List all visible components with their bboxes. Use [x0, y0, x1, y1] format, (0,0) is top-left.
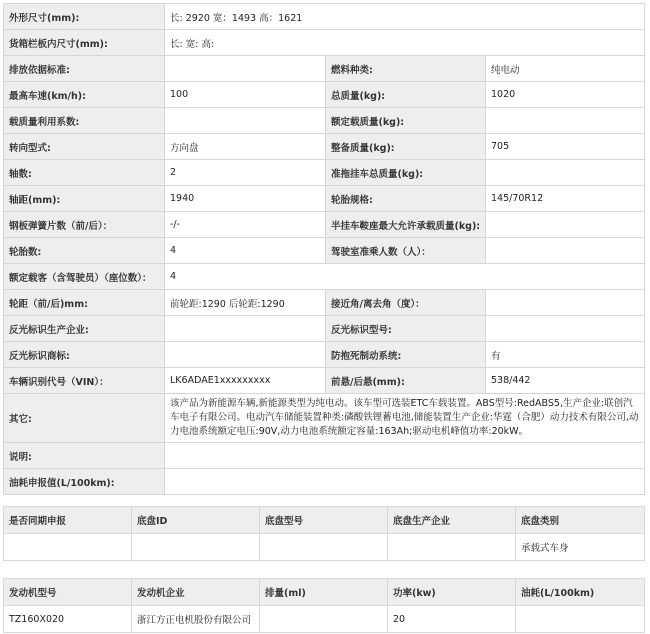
chassis-cell [132, 534, 260, 561]
spec-value: 有 [486, 342, 645, 368]
engine-cell: 20 [388, 606, 516, 633]
spec-label: 接近角/离去角（度）： [326, 290, 486, 316]
spec-label: 准拖挂车总质量(kg): [326, 160, 486, 186]
note-label: 说明: [4, 443, 165, 469]
spec-label: 钢板弹簧片数（前/后）： [4, 212, 165, 238]
spec-row [4, 212, 645, 238]
spec-row [4, 342, 645, 368]
spec-value: 100 [165, 82, 326, 108]
spec-label: 反光标识商标: [4, 342, 165, 368]
spec-label: 轴数: [4, 160, 165, 186]
spec-value [486, 238, 645, 264]
fuel-label: 油耗申报值(L/100km): [4, 469, 165, 495]
spec-row-dims [4, 4, 645, 30]
chassis-header-row [4, 507, 645, 534]
spec-label: 排放依据标准: [4, 56, 165, 82]
spec-value [486, 108, 645, 134]
spec-label: 反光标识生产企业: [4, 316, 165, 342]
spec-label: 车辆识别代号（VIN）： [4, 368, 165, 394]
engine-header-cell: 发动机企业 [132, 579, 260, 606]
spec-value [165, 342, 326, 368]
spec-value [486, 316, 645, 342]
spec-value: 2 [165, 160, 326, 186]
spec-label: 最高车速(km/h): [4, 82, 165, 108]
spec-label: 轮胎数: [4, 238, 165, 264]
other-label: 其它: [4, 394, 165, 443]
engine-cell [260, 606, 388, 633]
spec-label: 轮距（前/后)mm: [4, 290, 165, 316]
spec-row [4, 238, 645, 264]
spec-row [4, 290, 645, 316]
chassis-table [3, 506, 645, 561]
spec-value [165, 316, 326, 342]
spec-value: 前轮距:1290 后轮距:1290 [165, 290, 326, 316]
spec-row [4, 134, 645, 160]
spec-table [3, 3, 645, 495]
engine-header-cell: 功率(kw) [388, 579, 516, 606]
spec-row-fuel [4, 469, 645, 495]
cargo-dims-label: 货箱栏板内尺寸(mm): [4, 30, 165, 56]
spec-row [4, 186, 645, 212]
spec-value: LK6ADAE1xxxxxxxxx [165, 368, 326, 394]
spec-label: 额定载质量(kg): [326, 108, 486, 134]
chassis-header-cell: 底盘生产企业 [388, 507, 516, 534]
chassis-cell [388, 534, 516, 561]
spec-value: 纯电动 [486, 56, 645, 82]
spec-row [4, 56, 645, 82]
spec-label: 防抱死制动系统: [326, 342, 486, 368]
spec-value: -/- [165, 212, 326, 238]
spec-label: 轮胎规格: [326, 186, 486, 212]
spec-value [486, 160, 645, 186]
engine-header-cell: 排量(ml) [260, 579, 388, 606]
spec-label: 半挂车鞍座最大允许承载质量(kg): [326, 212, 486, 238]
spec-row-cargo-dims [4, 30, 645, 56]
fuel-value [165, 469, 645, 495]
engine-header-cell: 发动机型号 [4, 579, 132, 606]
chassis-header-cell: 底盘型号 [260, 507, 388, 534]
engine-header-row [4, 579, 645, 606]
seats-label: 额定载客（含驾驶员）（座位数）： [4, 264, 165, 290]
chassis-cell [260, 534, 388, 561]
other-value: 该产品为新能源车辆,新能源类型为纯电动。该车型可选装ETC车载装置。ABS型号:RedABS5,生产企业:联创汽车电子有限公司。电动汽车储能装置种类:磷酸铁锂蓄电池,储能装置生产企业:华霆（合肥）动力技术有限公司,动力电池系统额定电压:90V,动力电池系统额定容量:163Ah;驱动电机峰值功率:20kW。 [165, 394, 645, 443]
spec-label: 整备质量(kg): [326, 134, 486, 160]
engine-table [3, 578, 645, 633]
spec-value: 145/70R12 [486, 186, 645, 212]
engine-row [4, 606, 645, 633]
cargo-dims-value: 长: 宽: 高: [165, 30, 645, 56]
spec-label: 前悬/后悬(mm): [326, 368, 486, 394]
spec-value: 1940 [165, 186, 326, 212]
spec-label: 燃料种类: [326, 56, 486, 82]
spec-label: 轴距(mm): [4, 186, 165, 212]
spec-label: 总质量(kg): [326, 82, 486, 108]
spec-label: 反光标识型号: [326, 316, 486, 342]
spec-value: 538/442 [486, 368, 645, 394]
spec-row [4, 160, 645, 186]
spec-row-seats [4, 264, 645, 290]
engine-cell [516, 606, 645, 633]
spec-value [486, 212, 645, 238]
engine-header-cell: 油耗(L/100km) [516, 579, 645, 606]
spec-row-note [4, 443, 645, 469]
chassis-row [4, 534, 645, 561]
spec-row-other [4, 394, 645, 443]
spec-value: 705 [486, 134, 645, 160]
dims-value: 长: 2920 宽：1493 高：1621 [165, 4, 645, 30]
spec-value [165, 56, 326, 82]
chassis-cell [4, 534, 132, 561]
spec-value [486, 290, 645, 316]
engine-cell: 浙江方正电机股份有限公司 [132, 606, 260, 633]
spec-value: 方向盘 [165, 134, 326, 160]
spec-row [4, 316, 645, 342]
seats-value: 4 [165, 264, 645, 290]
spec-label: 载质量利用系数: [4, 108, 165, 134]
dims-label: 外形尺寸(mm): [4, 4, 165, 30]
spec-value [165, 108, 326, 134]
spec-row [4, 368, 645, 394]
engine-cell: TZ160X020 [4, 606, 132, 633]
chassis-header-cell: 是否同期申报 [4, 507, 132, 534]
spec-label: 驾驶室准乘人数（人）： [326, 238, 486, 264]
note-value [165, 443, 645, 469]
chassis-cell: 承载式车身 [516, 534, 645, 561]
spec-value: 4 [165, 238, 326, 264]
spec-label: 转向型式: [4, 134, 165, 160]
spec-value: 1020 [486, 82, 645, 108]
spec-row [4, 108, 645, 134]
spec-row [4, 82, 645, 108]
chassis-header-cell: 底盘类别 [516, 507, 645, 534]
chassis-header-cell: 底盘ID [132, 507, 260, 534]
